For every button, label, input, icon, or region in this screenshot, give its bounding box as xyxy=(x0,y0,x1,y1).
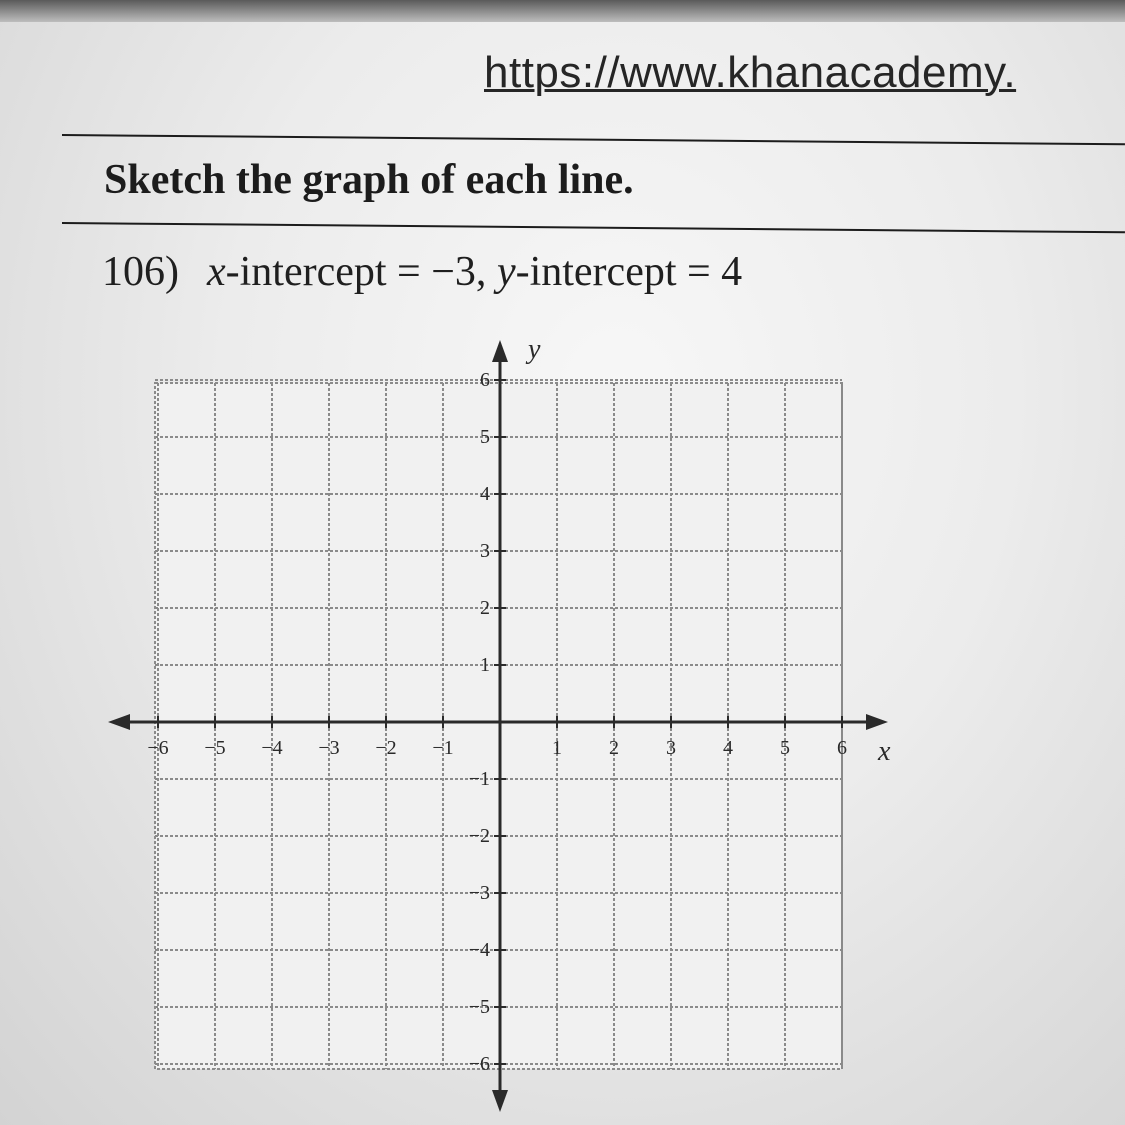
y-tick-label: 4 xyxy=(480,483,490,505)
y-tick-label: 6 xyxy=(480,369,490,391)
x-intercept-text: -intercept = −3, xyxy=(225,249,497,295)
y-tick-label: −1 xyxy=(468,768,490,790)
x-tick-label: −1 xyxy=(432,737,454,759)
y-tick-label: −6 xyxy=(468,1053,490,1075)
y-axis-down-arrow xyxy=(492,1090,508,1112)
x-tick-label: −2 xyxy=(375,737,397,759)
y-axis-label: y xyxy=(528,334,541,365)
y-axis-up-arrow xyxy=(492,340,508,362)
y-tick-label: −3 xyxy=(468,882,490,904)
x-tick-label: 2 xyxy=(609,737,619,759)
y-tick-label: −4 xyxy=(468,939,490,961)
x-tick-label: 3 xyxy=(666,737,676,759)
x-axis-right-arrow xyxy=(866,714,888,730)
y-variable: y xyxy=(496,249,516,295)
y-tick-label: 1 xyxy=(480,654,490,676)
y-tick-label: 5 xyxy=(480,426,490,448)
y-intercept-text: -intercept = 4 xyxy=(515,249,743,295)
x-tick-label: 5 xyxy=(780,737,790,759)
x-tick-label: −3 xyxy=(318,737,340,759)
x-variable: x xyxy=(207,249,226,295)
instruction-heading: Sketch the graph of each line. xyxy=(104,157,634,203)
y-tick-label: −2 xyxy=(468,825,490,847)
y-tick-label: −5 xyxy=(468,996,490,1018)
y-tick-label: 3 xyxy=(480,540,490,562)
x-tick-label: 6 xyxy=(837,737,847,759)
x-tick-label: −6 xyxy=(147,737,169,759)
source-url[interactable]: https://www.khanacademy. xyxy=(484,48,1017,97)
x-tick-label: 1 xyxy=(552,737,562,759)
problem-number: 106) xyxy=(102,249,179,295)
x-tick-label: −5 xyxy=(204,737,226,759)
x-tick-label: 4 xyxy=(723,737,733,759)
x-axis-left-arrow xyxy=(108,714,130,730)
y-tick-label: 2 xyxy=(480,597,490,619)
x-tick-label: −4 xyxy=(261,737,283,759)
x-axis-label: x xyxy=(878,736,891,767)
